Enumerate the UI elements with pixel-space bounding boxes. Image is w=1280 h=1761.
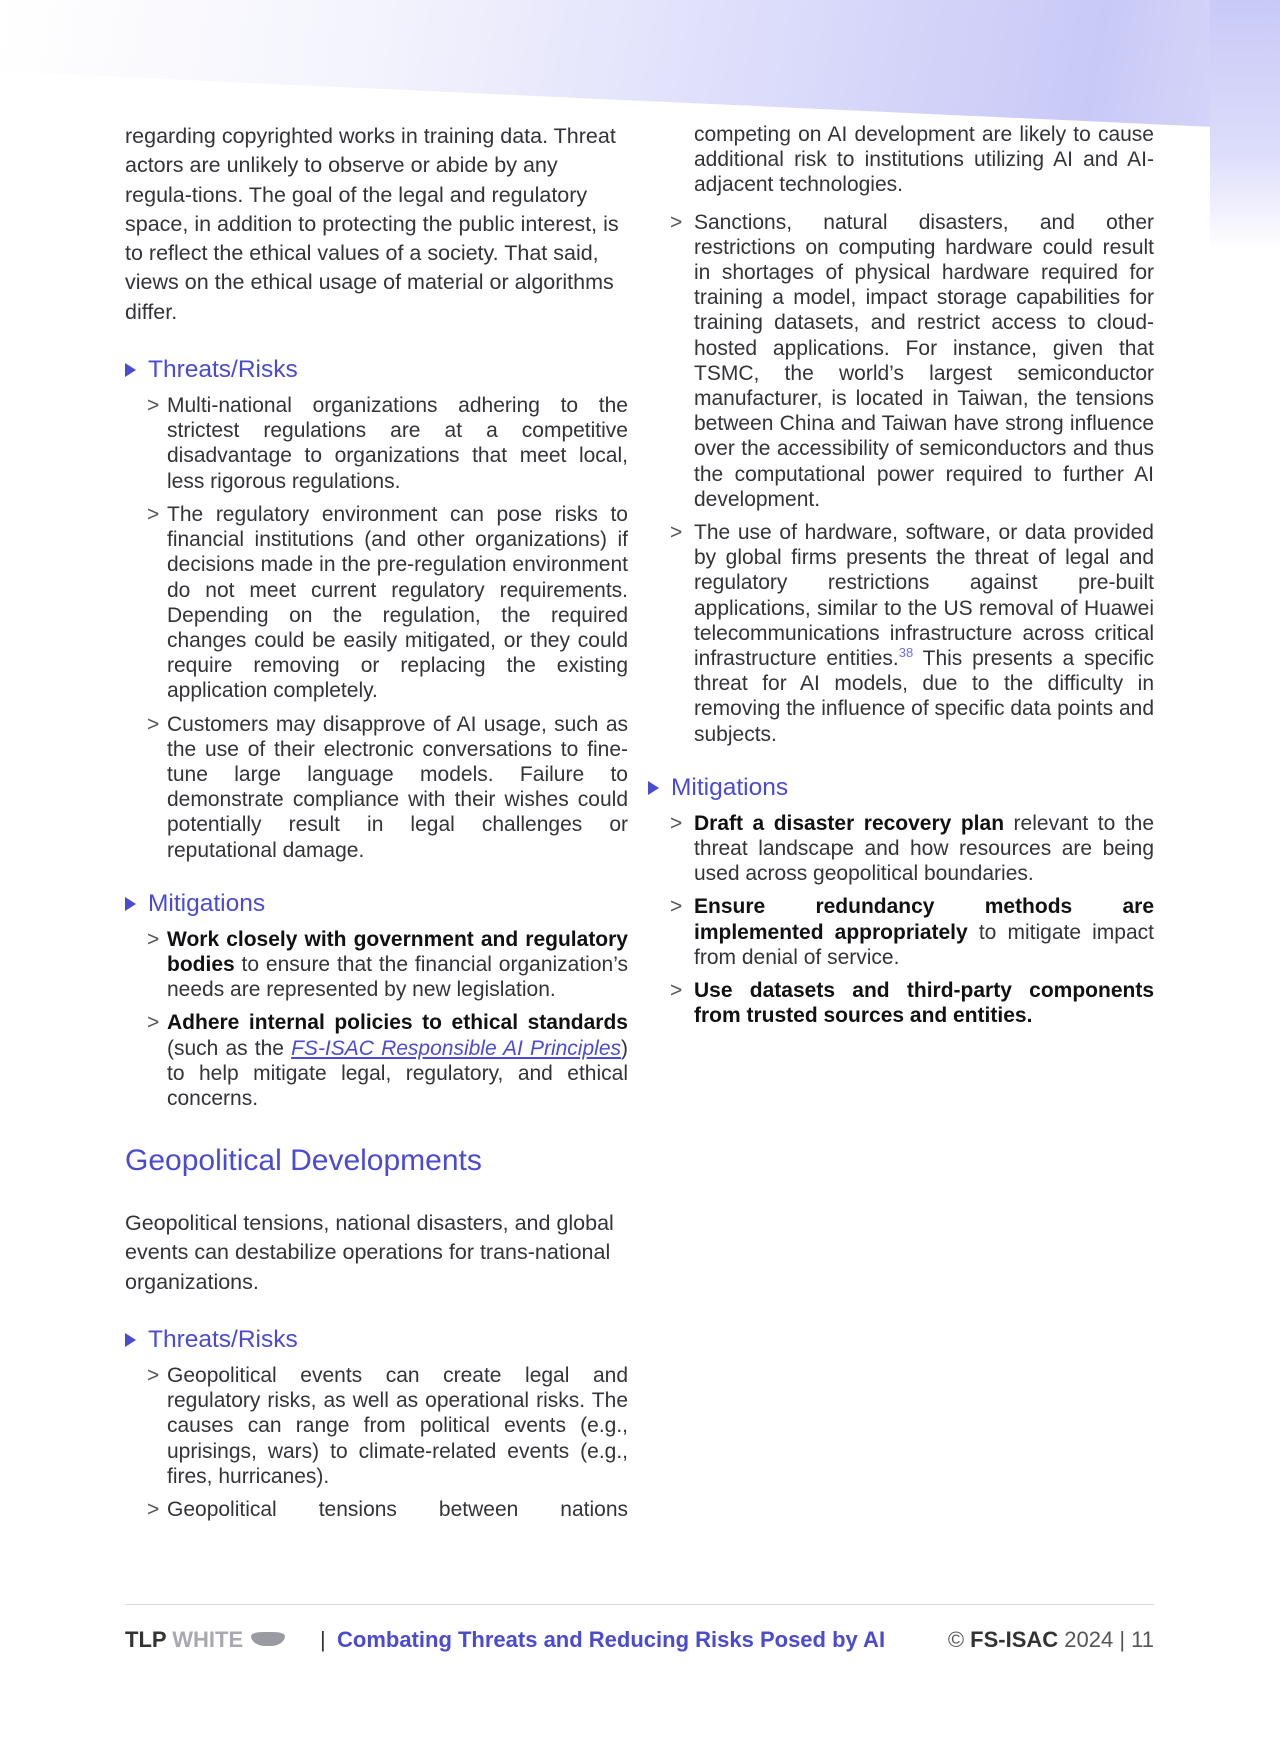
list-item: competing on AI development are likely to cause additional risk to institutions utilizing AI and AI-adjacent technologies. (694, 123, 1154, 197)
list-item: > Sanctions, natural disasters, and other restrictions on computing hardware could result in shortages of physical hardware required for training a model, impact storage capabilities for training datasets, and restrict access to cloud-hosted applications. For instance, given that TSMC, the world’s largest semiconductor manufacturer, is located in Taiwan, the tensions between China and Taiwan have strong influence over the accessibility of semiconductors and thus the computational power required to further AI development. (670, 210, 1154, 512)
list-item: > Geopolitical tensions between nations (147, 1497, 628, 1522)
footer-separator: | (320, 1627, 326, 1652)
intro-paragraph: regarding copyrighted works in training data. Threat actors are unlikely to observe or abide by any regula-tions. The goal of the legal and regulatory space, in addition to protecting the public interest, is to reflect the ethical values of a society. That said, views on the ethical usage of material or algorithms differ. (125, 124, 619, 324)
list-item: > Multi-national organizations adhering to the strictest regulations are at a competitive disadvantage to organizations that meet local, less rigorous regulations. (147, 393, 628, 494)
copyright: © FS-ISAC 2024 | 11 (947, 1627, 1154, 1652)
triangle-right-icon (125, 1333, 136, 1347)
left-column (125, 122, 628, 1522)
section-intro: Geopolitical tensions, national disasters, and global events can destabilize operations for trans-national organizations. (125, 1211, 614, 1294)
list-item: > Draft a disaster recovery plan relevant to the threat landscape and how resources are being used across geopolitical boundaries. (670, 811, 1154, 887)
fs-isac-principles-link[interactable]: FS-ISAC Responsible AI Principles (291, 1036, 621, 1060)
triangle-right-icon (648, 781, 659, 795)
list-item: > Adhere internal policies to ethical standards (such as the FS-ISAC Responsible AI Principles) to help mitigate legal, regulatory, and ethical concerns. (147, 1010, 628, 1111)
header-gradient (0, 0, 1280, 130)
cloud-icon (251, 1632, 285, 1646)
right-mitigations-list (670, 811, 1154, 1029)
footer-divider (125, 1604, 1154, 1605)
mitigations-list (125, 927, 628, 1111)
geo-threats-heading: Threats/Risks (125, 1325, 628, 1355)
tlp-label: TLP WHITE (125, 1625, 285, 1655)
list-item: > Work closely with government and regulatory bodies to ensure that the financial organization’s needs are represented by new legislation. (147, 927, 628, 1003)
triangle-right-icon (125, 363, 136, 377)
threats-list (125, 393, 628, 863)
right-mitigations-heading: Mitigations (648, 773, 1154, 803)
triangle-right-icon (125, 897, 136, 911)
list-item: > The regulatory environment can pose risks to financial institutions (and other organizations) if decisions made in the pre-regulation environment do not meet current regulatory requirements. Depending on the regulation, the required changes could be easily mitigated, or they could require removing or replacing the existing application completely. (147, 502, 628, 704)
footnote-ref[interactable]: 38 (898, 645, 914, 661)
geo-threats-list (125, 1363, 628, 1522)
threats-heading: Threats/Risks (125, 355, 628, 385)
right-edge-gradient (1210, 0, 1280, 250)
list-item: > Ensure redundancy methods are implemented appropriately to mitigate impact from denial of service. (670, 894, 1154, 970)
mitigations-heading: Mitigations (125, 889, 628, 919)
document-title: Combating Threats and Reducing Risks Posed by AI (337, 1627, 886, 1652)
continued-list (670, 122, 1154, 198)
right-threats-list (670, 210, 1154, 747)
list-item: > The use of hardware, software, or data provided by global firms presents the threat of legal and regulatory restrictions against pre-built applications, similar to the US removal of Huawei telecommunications infrastructure across critical infrastructure entities.$^{38}$ This presents a specific threat for AI models, due to the difficulty in removing the influence of specific data points and subjects. (670, 520, 1154, 747)
list-item: > Use datasets and third-party components from trusted sources and entities. (670, 978, 1154, 1028)
list-item: > Customers may disapprove of AI usage, such as the use of their electronic conversations to fine-tune large language models. Failure to demonstrate compliance with their wishes could potentially result in legal challenges or reputational damage. (147, 712, 628, 863)
page-footer (125, 1625, 1154, 1655)
list-item: > Geopolitical events can create legal and regulatory risks, as well as operational risks. The causes can range from political events (e.g., uprisings, wars) to climate-related events (e.g., fires, hurricanes). (147, 1363, 628, 1489)
section-title: Geopolitical Developments (125, 1144, 482, 1178)
right-column (670, 122, 1154, 1029)
